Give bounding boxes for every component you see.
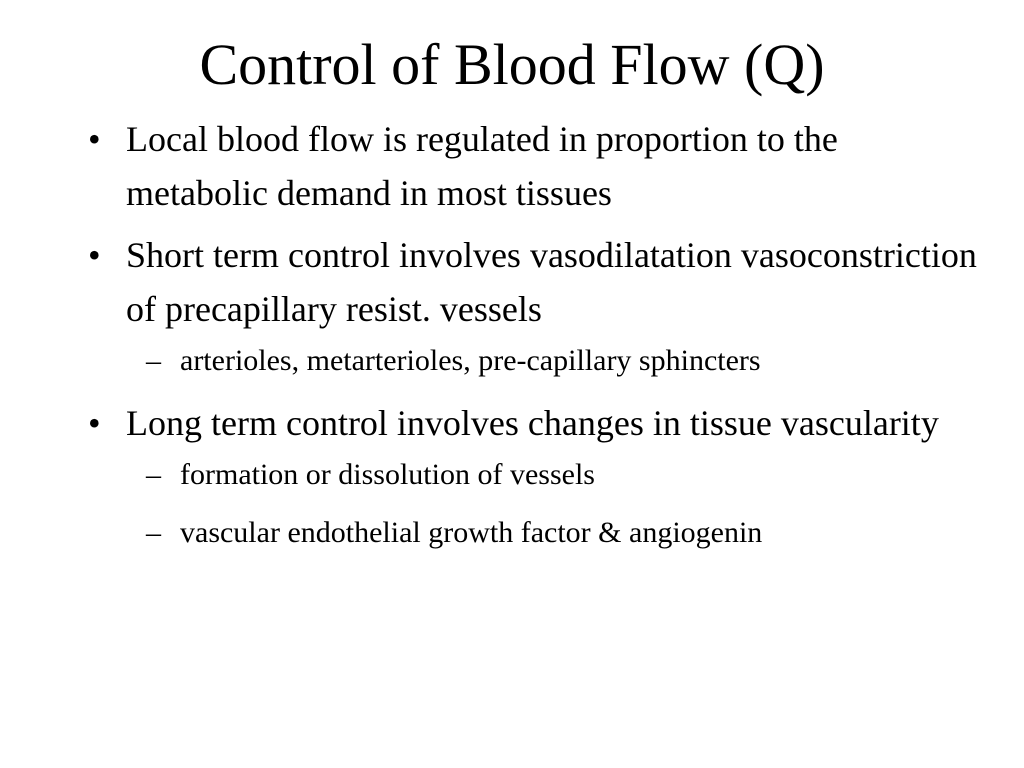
dash-icon: – <box>146 458 161 491</box>
sub-bullet-text: formation or dissolution of vessels <box>180 458 595 491</box>
bullet-dot-icon: • <box>88 235 101 275</box>
sub-bullet-item <box>136 338 988 384</box>
bullet-item <box>88 228 988 384</box>
bullet-text: Short term control involves vasodilatation vasoconstriction of precapillary resist. vessels <box>126 235 977 329</box>
bullet-dot-icon: • <box>88 403 101 443</box>
bullet-text: Long term control involves changes in tissue vascularity <box>126 403 939 443</box>
bullet-text: Local blood flow is regulated in proportion to the metabolic demand in most tissues <box>126 119 838 213</box>
bullet-dot-icon: • <box>88 119 101 159</box>
bullet-item <box>88 112 988 220</box>
sub-bullet-item <box>136 452 988 498</box>
bullet-item <box>88 396 988 556</box>
bullet-list <box>88 112 988 568</box>
slide-title: Control of Blood Flow (Q) <box>199 32 825 97</box>
dash-icon: – <box>146 516 161 549</box>
sub-bullet-text: arterioles, metarterioles, pre-capillary sphincters <box>180 344 761 377</box>
sub-bullet-item <box>136 510 988 556</box>
dash-icon: – <box>146 344 161 377</box>
sub-bullet-text: vascular endothelial growth factor & angiogenin <box>180 516 763 549</box>
sub-bullet-list <box>126 452 988 556</box>
sub-bullet-list <box>126 338 988 384</box>
